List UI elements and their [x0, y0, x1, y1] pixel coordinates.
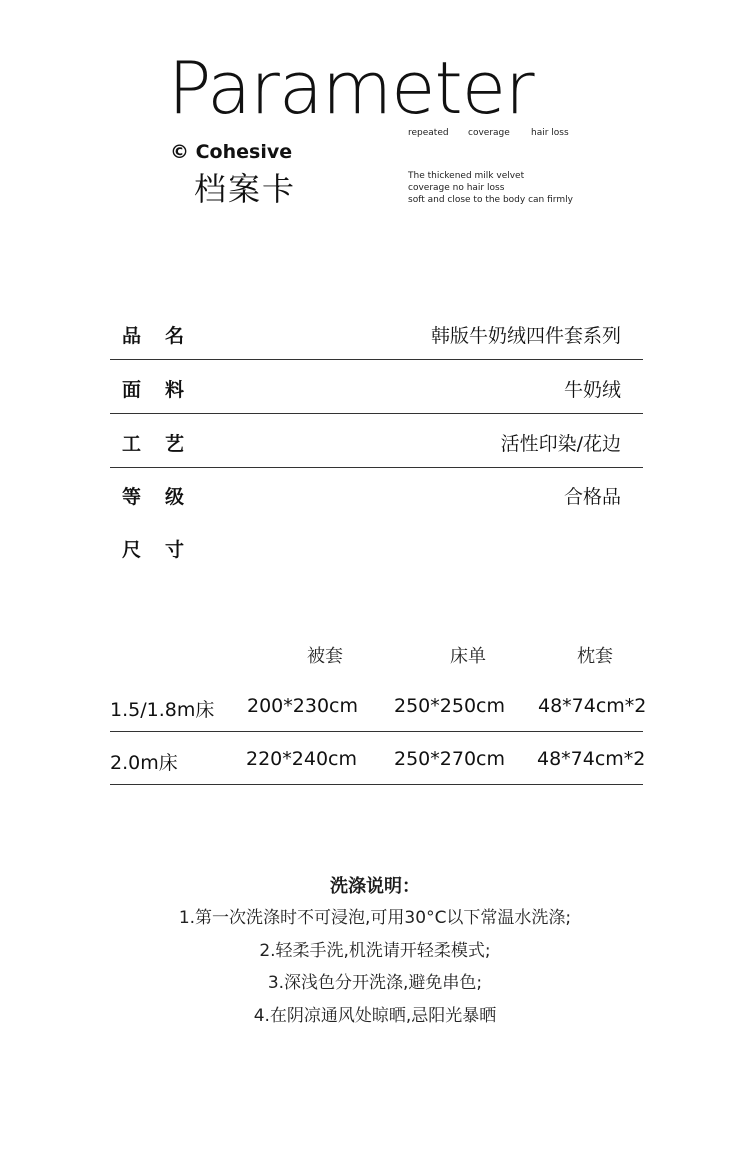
param-value: 合格品	[563, 486, 621, 508]
product-description	[408, 170, 573, 206]
brand-name: © Cohesive	[170, 141, 293, 163]
description-line: coverage no hair loss	[408, 183, 505, 193]
size-duvet: 200*230cm	[247, 695, 358, 717]
description-line: The thickened milk velvet	[408, 171, 525, 181]
param-label: 等级	[122, 486, 209, 508]
washing-line: 3.深浅色分开洗涤,避免串色;	[267, 973, 483, 993]
param-row-grade	[110, 468, 643, 521]
size-header-pillow: 枕套	[577, 646, 613, 667]
size-header-duvet: 被套	[307, 646, 343, 667]
size-header-sheet: 床单	[450, 646, 486, 667]
washing-line: 1.第一次洗涤时不可浸泡,可用30°C以下常温水洗涤;	[178, 908, 572, 928]
washing-title: 洗涤说明：	[330, 876, 420, 897]
size-pillow: 48*74cm*2	[537, 748, 646, 770]
table-row	[110, 733, 646, 785]
size-bed: 1.5/1.8m床	[110, 699, 215, 721]
tagline-coverage: coverage	[468, 128, 510, 138]
param-label: 工艺	[122, 433, 209, 455]
param-label: 尺寸	[122, 539, 209, 561]
washing-instructions	[0, 902, 750, 1032]
washing-line: 4.在阴凉通风处晾晒,忌阳光暴晒	[253, 1005, 497, 1026]
page-title: Parameter	[168, 46, 534, 130]
size-duvet: 220*240cm	[246, 748, 357, 770]
size-bed: 2.0m床	[110, 752, 178, 774]
param-label: 品名	[122, 325, 209, 347]
param-row-name	[110, 307, 643, 360]
subtitle-cn: 档案卡	[194, 170, 297, 208]
size-pillow: 48*74cm*2	[538, 695, 647, 717]
washing-line: 2.轻柔手洗,机洗请开轻柔模式;	[259, 940, 491, 961]
param-row-size	[110, 521, 643, 574]
tagline-hair-loss: hair loss	[531, 128, 569, 138]
param-value: 牛奶绒	[563, 379, 621, 401]
table-row	[110, 680, 647, 732]
size-sheet: 250*250cm	[394, 695, 505, 717]
param-value: 活性印染/花边	[500, 433, 621, 455]
size-sheet: 250*270cm	[394, 748, 505, 770]
param-row-craft	[110, 415, 643, 468]
description-line: soft and close to the body can firmly	[408, 195, 573, 205]
param-label: 面料	[122, 379, 209, 401]
param-value: 韩版牛奶绒四件套系列	[430, 325, 621, 347]
param-row-fabric	[110, 361, 643, 414]
tagline-repeated: repeated	[408, 128, 449, 138]
